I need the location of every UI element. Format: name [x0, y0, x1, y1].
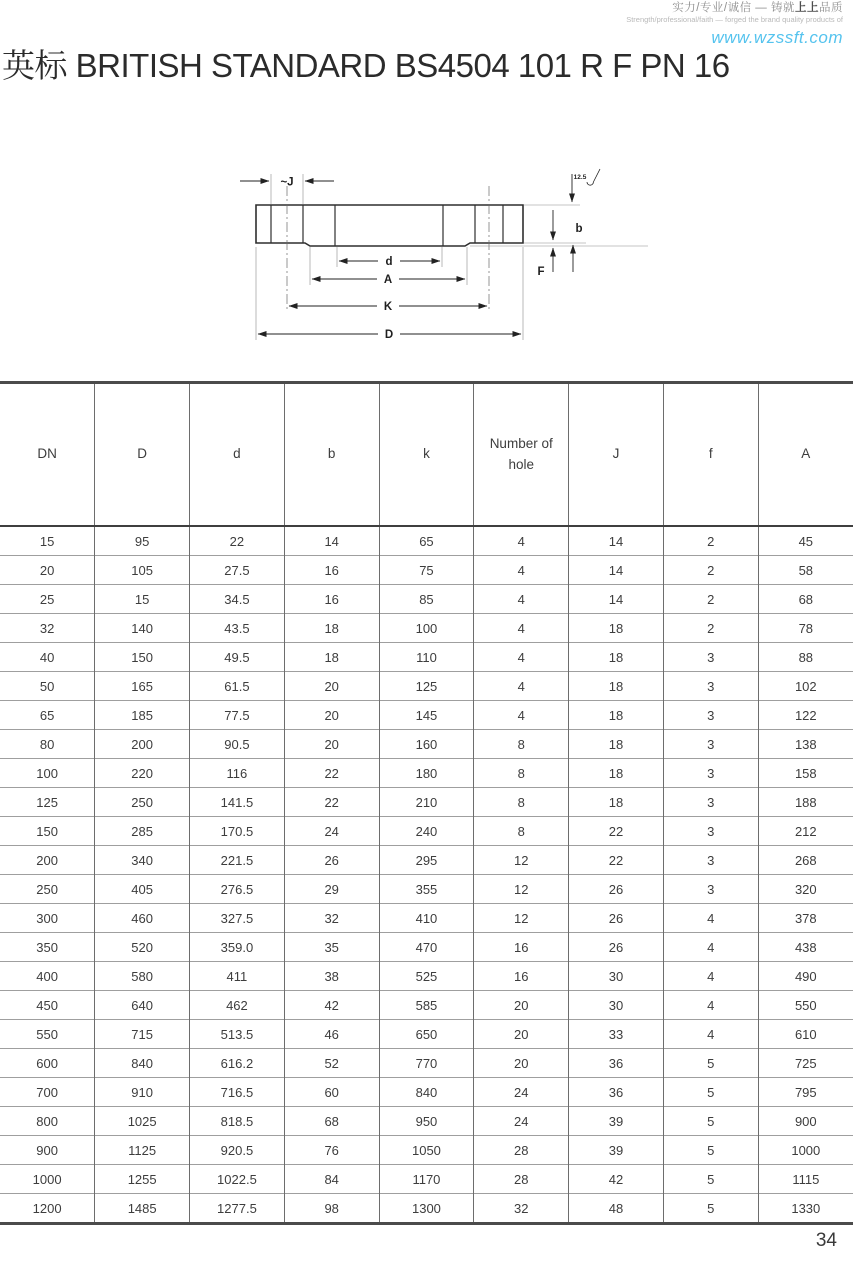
table-cell: 18: [569, 614, 664, 643]
table-row: [0, 614, 853, 643]
table-cell: 800: [0, 1107, 95, 1136]
table-cell: 165: [95, 672, 190, 701]
table-cell: 14: [569, 526, 664, 556]
table-cell: 50: [0, 672, 95, 701]
table-cell: 122: [758, 701, 853, 730]
table-cell: 4: [663, 1020, 758, 1049]
table-cell: 77.5: [190, 701, 285, 730]
table-cell: 1125: [95, 1136, 190, 1165]
table-row: [0, 526, 853, 556]
table-cell: 4: [663, 904, 758, 933]
dim-label-k: K: [383, 301, 393, 313]
table-cell: 76: [284, 1136, 379, 1165]
brand-tagline-zh: [626, 2, 843, 15]
table-cell: 18: [569, 643, 664, 672]
table-cell: 1300: [379, 1194, 474, 1224]
brand-tagline-en: Strength/professional/faith — forged the brand quality products of: [626, 15, 843, 25]
table-cell: 616.2: [190, 1049, 285, 1078]
table-cell: 78: [758, 614, 853, 643]
table-cell: 268: [758, 846, 853, 875]
table-cell: 3: [663, 672, 758, 701]
table-cell: 24: [284, 817, 379, 846]
table-cell: 1277.5: [190, 1194, 285, 1224]
table-row: [0, 788, 853, 817]
table-cell: 24: [474, 1107, 569, 1136]
table-cell: 818.5: [190, 1107, 285, 1136]
column-header: A: [758, 383, 853, 527]
column-header: Number of hole: [474, 383, 569, 527]
table-cell: 340: [95, 846, 190, 875]
table-cell: 12: [474, 904, 569, 933]
table-cell: 18: [284, 643, 379, 672]
table-cell: 716.5: [190, 1078, 285, 1107]
table-cell: 3: [663, 759, 758, 788]
column-header: d: [190, 383, 285, 527]
table-cell: 525: [379, 962, 474, 991]
table-row: [0, 1136, 853, 1165]
table-cell: 46: [284, 1020, 379, 1049]
table-cell: 95: [95, 526, 190, 556]
table-cell: 27.5: [190, 556, 285, 585]
table-cell: 30: [569, 991, 664, 1020]
table-cell: 400: [0, 962, 95, 991]
column-header: DN: [0, 383, 95, 527]
table-cell: 490: [758, 962, 853, 991]
table-cell: 45: [758, 526, 853, 556]
table-cell: 39: [569, 1107, 664, 1136]
table-cell: 100: [379, 614, 474, 643]
table-cell: 550: [758, 991, 853, 1020]
table-cell: 65: [0, 701, 95, 730]
table-cell: 212: [758, 817, 853, 846]
dimension-table: [0, 381, 853, 1225]
table-cell: 3: [663, 875, 758, 904]
table-cell: 18: [569, 730, 664, 759]
table-cell: 16: [284, 585, 379, 614]
table-cell: 3: [663, 846, 758, 875]
table-cell: 188: [758, 788, 853, 817]
table-cell: 26: [569, 904, 664, 933]
table-cell: 470: [379, 933, 474, 962]
table-cell: 250: [0, 875, 95, 904]
table-cell: 15: [95, 585, 190, 614]
table-cell: 221.5: [190, 846, 285, 875]
extension-lines: [256, 174, 648, 340]
table-cell: 14: [569, 556, 664, 585]
table-cell: 12: [474, 846, 569, 875]
table-cell: 910: [95, 1078, 190, 1107]
table-body: [0, 526, 853, 1224]
table-cell: 20: [0, 556, 95, 585]
table-cell: 36: [569, 1049, 664, 1078]
table-cell: 4: [474, 556, 569, 585]
table-cell: 4: [474, 526, 569, 556]
table-cell: 410: [379, 904, 474, 933]
table-header-row: [0, 383, 853, 527]
table-cell: 650: [379, 1020, 474, 1049]
table-cell: 1255: [95, 1165, 190, 1194]
table-cell: 220: [95, 759, 190, 788]
table-cell: 8: [474, 788, 569, 817]
table-cell: 26: [569, 875, 664, 904]
table-cell: 1330: [758, 1194, 853, 1224]
table-cell: 102: [758, 672, 853, 701]
table-cell: 840: [95, 1049, 190, 1078]
table-row: [0, 1078, 853, 1107]
table-row: [0, 759, 853, 788]
table-cell: 450: [0, 991, 95, 1020]
table-cell: 65: [379, 526, 474, 556]
table-cell: 42: [284, 991, 379, 1020]
table-cell: 327.5: [190, 904, 285, 933]
table-cell: 14: [284, 526, 379, 556]
table-cell: 5: [663, 1165, 758, 1194]
table-cell: 20: [474, 1020, 569, 1049]
table-cell: 200: [95, 730, 190, 759]
table-cell: 140: [95, 614, 190, 643]
table-cell: 35: [284, 933, 379, 962]
table-cell: 43.5: [190, 614, 285, 643]
table-row: [0, 1020, 853, 1049]
table-row: [0, 1194, 853, 1224]
column-header: k: [379, 383, 474, 527]
table-cell: 52: [284, 1049, 379, 1078]
roughness-value: 12.5: [573, 174, 587, 181]
table-cell: 36: [569, 1078, 664, 1107]
table-cell: 4: [474, 643, 569, 672]
table-cell: 411: [190, 962, 285, 991]
table-cell: 5: [663, 1049, 758, 1078]
table-cell: 900: [0, 1136, 95, 1165]
table-cell: 513.5: [190, 1020, 285, 1049]
table-cell: 16: [284, 556, 379, 585]
table-cell: 5: [663, 1078, 758, 1107]
table-row: [0, 875, 853, 904]
table-cell: 14: [569, 585, 664, 614]
table-row: [0, 962, 853, 991]
table-cell: 30: [569, 962, 664, 991]
table-cell: 438: [758, 933, 853, 962]
table-cell: 4: [663, 962, 758, 991]
table-cell: 58: [758, 556, 853, 585]
table-cell: 4: [474, 585, 569, 614]
table-cell: 460: [95, 904, 190, 933]
table-cell: 5: [663, 1107, 758, 1136]
table-cell: 350: [0, 933, 95, 962]
column-header: D: [95, 383, 190, 527]
table-row: [0, 585, 853, 614]
table-cell: 1485: [95, 1194, 190, 1224]
table-cell: 1115: [758, 1165, 853, 1194]
table-cell: 150: [95, 643, 190, 672]
column-header: f: [663, 383, 758, 527]
table-cell: 1025: [95, 1107, 190, 1136]
table-cell: 359.0: [190, 933, 285, 962]
table-cell: 22: [284, 759, 379, 788]
dim-label-d: d: [385, 256, 393, 268]
table-cell: 138: [758, 730, 853, 759]
table-cell: 75: [379, 556, 474, 585]
table-cell: 1000: [0, 1165, 95, 1194]
table-cell: 18: [569, 759, 664, 788]
table-cell: 80: [0, 730, 95, 759]
page-number: 34: [815, 1230, 837, 1251]
table-cell: 39: [569, 1136, 664, 1165]
table-cell: 320: [758, 875, 853, 904]
table-cell: 68: [758, 585, 853, 614]
table-cell: 920.5: [190, 1136, 285, 1165]
table-cell: 5: [663, 1136, 758, 1165]
table-cell: 250: [95, 788, 190, 817]
table-cell: 1170: [379, 1165, 474, 1194]
table-cell: 160: [379, 730, 474, 759]
table-cell: 29: [284, 875, 379, 904]
table-cell: 38: [284, 962, 379, 991]
table-cell: 3: [663, 701, 758, 730]
table-cell: 378: [758, 904, 853, 933]
table-row: [0, 643, 853, 672]
page-title: 英标 BRITISH STANDARD BS4504 101 R F PN 16: [2, 47, 730, 84]
table-cell: 405: [95, 875, 190, 904]
table-cell: 8: [474, 730, 569, 759]
table-cell: 88: [758, 643, 853, 672]
table-cell: 2: [663, 556, 758, 585]
table-cell: 22: [569, 846, 664, 875]
table-cell: 125: [379, 672, 474, 701]
table-cell: 550: [0, 1020, 95, 1049]
table-cell: 18: [569, 788, 664, 817]
table-cell: 26: [284, 846, 379, 875]
table-row: [0, 730, 853, 759]
table-row: [0, 701, 853, 730]
tagline-prefix: 实力/专业/诚信 — 铸就: [672, 2, 795, 14]
flange-drawing: [230, 148, 650, 363]
dim-label-a: A: [383, 274, 393, 286]
table-cell: 32: [474, 1194, 569, 1224]
table-cell: 355: [379, 875, 474, 904]
tagline-bold: 上上: [795, 2, 819, 14]
roughness-symbol-icon: [587, 169, 600, 185]
table-cell: 12: [474, 875, 569, 904]
table-cell: 145: [379, 701, 474, 730]
table-cell: 285: [95, 817, 190, 846]
website-link[interactable]: www.wzssft.com: [711, 27, 843, 47]
table-cell: 85: [379, 585, 474, 614]
dim-label-f: F: [537, 266, 545, 278]
dim-label-D: D: [384, 329, 394, 341]
table-cell: 4: [474, 701, 569, 730]
table-row: [0, 556, 853, 585]
table-cell: 240: [379, 817, 474, 846]
dim-label-j: ~J: [280, 176, 294, 189]
table-cell: 105: [95, 556, 190, 585]
table-cell: 5: [663, 1194, 758, 1224]
table-cell: 2: [663, 526, 758, 556]
table-row: [0, 1165, 853, 1194]
table-row: [0, 904, 853, 933]
table-cell: 770: [379, 1049, 474, 1078]
table-cell: 90.5: [190, 730, 285, 759]
table-cell: 200: [0, 846, 95, 875]
table-cell: 8: [474, 759, 569, 788]
table-row: [0, 672, 853, 701]
table-cell: 110: [379, 643, 474, 672]
table-cell: 1050: [379, 1136, 474, 1165]
table-cell: 600: [0, 1049, 95, 1078]
table-cell: 18: [284, 614, 379, 643]
table-cell: 40: [0, 643, 95, 672]
table-cell: 60: [284, 1078, 379, 1107]
table-row: [0, 991, 853, 1020]
table-row: [0, 817, 853, 846]
table-cell: 1000: [758, 1136, 853, 1165]
table-cell: 1022.5: [190, 1165, 285, 1194]
table-cell: 210: [379, 788, 474, 817]
table-cell: 2: [663, 614, 758, 643]
table-row: [0, 846, 853, 875]
table-cell: 3: [663, 817, 758, 846]
table-cell: 16: [474, 933, 569, 962]
table-cell: 20: [474, 991, 569, 1020]
table-cell: 900: [758, 1107, 853, 1136]
table-cell: 18: [569, 672, 664, 701]
table-cell: 20: [474, 1049, 569, 1078]
table-cell: 295: [379, 846, 474, 875]
table-cell: 580: [95, 962, 190, 991]
flange-outline: [256, 205, 523, 246]
table-cell: 48: [569, 1194, 664, 1224]
tagline-suffix: 品质: [819, 2, 843, 14]
table-cell: 3: [663, 730, 758, 759]
table-cell: 4: [474, 614, 569, 643]
table-cell: 180: [379, 759, 474, 788]
table-cell: 276.5: [190, 875, 285, 904]
table-row: [0, 933, 853, 962]
table-cell: 42: [569, 1165, 664, 1194]
table-cell: 141.5: [190, 788, 285, 817]
table-cell: 3: [663, 788, 758, 817]
table-cell: 20: [284, 672, 379, 701]
table-cell: 795: [758, 1078, 853, 1107]
table-cell: 715: [95, 1020, 190, 1049]
table-cell: 15: [39, 533, 55, 549]
table-cell: 8: [474, 817, 569, 846]
table-cell: 16: [474, 962, 569, 991]
table-cell: 28: [474, 1165, 569, 1194]
table-cell: 22: [284, 788, 379, 817]
table-cell: 100: [0, 759, 95, 788]
table-cell: 61.5: [190, 672, 285, 701]
table-cell: 4: [663, 991, 758, 1020]
table-cell: 20: [284, 701, 379, 730]
table-cell: 4: [663, 933, 758, 962]
table-cell: 25: [0, 585, 95, 614]
table-cell: 1200: [0, 1194, 95, 1224]
table-cell: 4: [474, 672, 569, 701]
table-cell: 18: [569, 701, 664, 730]
table-cell: 20: [284, 730, 379, 759]
table-row: [0, 1049, 853, 1078]
column-header: b: [284, 383, 379, 527]
table-cell: 640: [95, 991, 190, 1020]
table-cell: 840: [379, 1078, 474, 1107]
table-cell: 33: [569, 1020, 664, 1049]
table-cell: 84: [284, 1165, 379, 1194]
table-cell: 32: [0, 614, 95, 643]
table-cell: 150: [0, 817, 95, 846]
table-cell: 610: [758, 1020, 853, 1049]
table-cell: 725: [758, 1049, 853, 1078]
table-cell: 24: [474, 1078, 569, 1107]
table-cell: 158: [758, 759, 853, 788]
table-cell: 2: [663, 585, 758, 614]
table-cell: 585: [379, 991, 474, 1020]
table-cell: 185: [95, 701, 190, 730]
table-cell: 98: [284, 1194, 379, 1224]
table-cell: 462: [190, 991, 285, 1020]
dim-label-b: b: [575, 223, 583, 235]
table-cell: 49.5: [190, 643, 285, 672]
table-cell: 125: [0, 788, 95, 817]
table-cell: 34.5: [190, 585, 285, 614]
table-cell: 520: [95, 933, 190, 962]
table-cell: 116: [190, 759, 285, 788]
table-row: [0, 1107, 853, 1136]
column-header: J: [569, 383, 664, 527]
table-cell: 3: [663, 643, 758, 672]
table-cell: 28: [474, 1136, 569, 1165]
table-cell: 32: [284, 904, 379, 933]
table-cell: 68: [284, 1107, 379, 1136]
table-cell: 950: [379, 1107, 474, 1136]
table-cell: 26: [569, 933, 664, 962]
table-cell: 22: [569, 817, 664, 846]
table-cell: 170.5: [190, 817, 285, 846]
table-cell: 700: [0, 1078, 95, 1107]
table-cell: 300: [0, 904, 95, 933]
table-cell: 22: [190, 526, 285, 556]
